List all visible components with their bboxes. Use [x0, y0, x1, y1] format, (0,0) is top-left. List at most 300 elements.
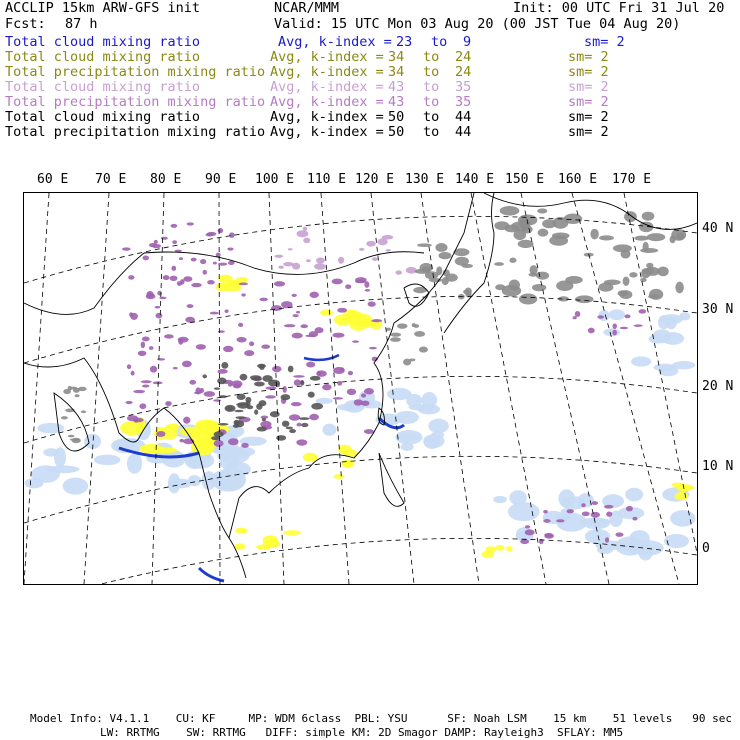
cloud-lightblue: [219, 453, 239, 469]
cloud-lightpurple: [395, 270, 402, 274]
cloud-lightpurple: [386, 249, 391, 252]
cloud-gray: [565, 276, 582, 284]
precip-purple: [294, 379, 301, 385]
precip-purple: [183, 276, 192, 282]
cloud-darkgray: [254, 409, 258, 414]
cloud-lightblue: [509, 490, 526, 505]
precip-purple: [333, 367, 345, 374]
precip-purple: [625, 314, 631, 318]
cloud-gray: [590, 229, 598, 240]
precip-purple: [556, 519, 564, 522]
precip-purple: [239, 282, 248, 285]
cloud-darkgray: [240, 374, 248, 381]
cloud-darkgray: [214, 431, 224, 437]
meridian-line: [421, 193, 479, 584]
precip-purple: [272, 366, 281, 372]
cloud-lightblue: [63, 478, 89, 495]
cloud-darkgray: [246, 405, 253, 409]
lon-label: 100 E: [255, 172, 295, 187]
cloud-lightpurple: [274, 255, 283, 258]
cloud-yellow: [235, 528, 247, 534]
cloud-yellow: [334, 474, 344, 479]
cloud-darkgray: [301, 423, 308, 427]
lon-label: 140 E: [455, 172, 495, 187]
precip-purple: [322, 384, 331, 390]
cloud-gray: [61, 416, 68, 419]
cloud-gray: [658, 266, 669, 276]
cloud-gray: [390, 337, 401, 342]
precip-purple: [332, 333, 344, 338]
lat-label: 20 N: [702, 379, 734, 394]
precip-purple: [612, 330, 617, 336]
cloud-darkgray: [251, 378, 261, 381]
cloud-lightblue: [609, 309, 626, 320]
lon-label: 150 E: [505, 172, 545, 187]
precip-purple: [231, 380, 242, 387]
cloud-gray: [78, 387, 87, 391]
precip-purple: [223, 346, 233, 352]
precip-purple: [130, 313, 138, 320]
legend-k1: 50: [388, 109, 405, 125]
cloud-darkgray: [310, 376, 321, 381]
cloud-lightpurple: [366, 241, 376, 247]
cloud-yellow: [263, 540, 280, 548]
precip-purple: [199, 388, 204, 393]
legend-avg: Avg, k-index =: [270, 109, 384, 125]
precip-purple: [236, 337, 246, 343]
cloud-gray: [642, 212, 655, 221]
cloud-lightblue: [631, 356, 651, 366]
legend-avg: Avg, k-index =: [270, 64, 384, 80]
precip-purple: [244, 350, 254, 356]
precip-purple: [138, 351, 147, 356]
precip-purple: [229, 232, 235, 238]
cloud-darkgray: [276, 435, 286, 441]
precip-purple: [218, 330, 225, 332]
legend-to: to: [423, 49, 440, 65]
cloud-lightblue: [597, 545, 613, 554]
cloud-yellow: [163, 424, 178, 440]
cloud-lightpurple: [306, 259, 311, 262]
precip-purple: [146, 291, 153, 298]
precip-purple: [155, 306, 161, 309]
lat-label: 30 N: [702, 302, 734, 317]
cloud-darkgray: [234, 410, 243, 413]
cloud-darkgray: [286, 427, 293, 430]
cloud-lightblue: [625, 488, 643, 502]
cloud-lightblue: [210, 469, 246, 490]
cloud-lightblue: [658, 365, 678, 376]
cloud-lightblue: [493, 496, 507, 503]
precip-purple: [218, 228, 223, 233]
precip-purple: [271, 305, 282, 311]
precip-purple: [213, 399, 221, 401]
lat-label: 0: [702, 541, 710, 556]
precip-purple: [159, 297, 166, 300]
precip-purple: [150, 366, 157, 373]
legend-avg: Avg, k-index =: [270, 79, 384, 95]
precip-purple: [141, 341, 145, 348]
cloud-gray: [634, 236, 648, 241]
cloud-gray: [675, 282, 683, 294]
cloud-lightpurple: [359, 248, 365, 251]
cloud-gray: [536, 272, 549, 280]
precip-purple: [368, 301, 376, 306]
precip-purple: [620, 327, 628, 329]
precip-purple: [333, 397, 343, 399]
cloud-yellow: [283, 530, 301, 535]
cloud-yellow: [120, 421, 144, 435]
cloud-lightblue: [679, 312, 690, 320]
cloud-lightpurple: [297, 230, 309, 237]
cloud-darkgray: [257, 427, 267, 432]
lon-label: 120 E: [355, 172, 395, 187]
cloud-lightpurple: [303, 238, 310, 244]
precip-purple: [337, 308, 347, 313]
precip-purple: [149, 243, 156, 247]
cloud-gray: [68, 435, 75, 438]
precip-purple: [293, 375, 305, 378]
precip-purple: [520, 539, 529, 544]
legend-avg: Avg, k-index =: [270, 124, 384, 140]
precip-purple: [157, 358, 165, 360]
cloud-gray: [509, 280, 520, 291]
cloud-gray: [604, 280, 621, 285]
coastline-philippines: [379, 453, 404, 506]
cloud-lightblue: [558, 489, 575, 507]
precip-purple: [261, 345, 270, 349]
legend-k2: 35: [455, 79, 472, 95]
precip-purple: [156, 431, 165, 437]
precip-purple: [306, 362, 315, 368]
legend-sm: sm= 2: [568, 49, 609, 65]
precip-purple: [183, 417, 190, 424]
cloud-gray: [409, 359, 415, 362]
cloud-gray: [435, 243, 447, 252]
legend-k1: 23: [396, 34, 413, 50]
cloud-lightblue: [603, 328, 620, 336]
lon-label: 160 E: [558, 172, 598, 187]
precip-purple: [213, 262, 217, 265]
precip-purple: [122, 247, 131, 250]
cloud-blue: [304, 355, 339, 360]
precip-purple: [203, 270, 207, 275]
fcst-value: 87 h: [65, 16, 98, 32]
cloud-darkgray: [214, 387, 220, 389]
precip-purple: [355, 280, 366, 284]
precip-purple: [182, 361, 192, 368]
legend-field: Total cloud mixing ratio: [5, 79, 201, 95]
precip-purple: [210, 312, 219, 315]
precip-purple: [525, 525, 530, 528]
cloud-gray: [463, 290, 470, 294]
precip-purple: [292, 333, 303, 339]
precip-purple: [291, 402, 302, 406]
legend-avg: Avg, k-index =: [278, 34, 392, 50]
cloud-gray: [390, 333, 401, 337]
legend-k2: 24: [455, 49, 472, 65]
precip-purple: [163, 275, 170, 280]
precip-purple: [638, 309, 646, 313]
lon-label: 70 E: [95, 172, 127, 187]
cloud-yellow: [338, 445, 352, 455]
cloud-lightblue: [54, 447, 66, 467]
precip-purple: [634, 324, 643, 326]
precip-purple: [207, 232, 216, 236]
precip-purple: [179, 257, 183, 260]
legend-sm: sm= 2: [568, 124, 609, 140]
cloud-yellow: [320, 310, 333, 316]
valid-time: Valid: 15 UTC Mon 03 Aug 20 (00 JST Tue 04 Aug 20): [274, 16, 681, 32]
cloud-gray: [643, 242, 649, 252]
cloud-lightblue: [37, 423, 64, 434]
cloud-darkgray: [300, 380, 304, 385]
precip-purple: [155, 313, 162, 319]
precip-purple: [187, 222, 194, 225]
legend-field: Total precipitation mixing ratio: [5, 64, 266, 80]
cloud-lightblue: [94, 455, 121, 466]
cloud-gray: [670, 236, 676, 244]
cloud-lightblue: [322, 424, 336, 436]
precip-purple: [228, 438, 239, 445]
cloud-darkgray: [225, 405, 236, 412]
meridian-line: [24, 193, 49, 584]
cloud-darkgray: [235, 416, 245, 419]
precip-purple: [191, 283, 202, 287]
cloud-gray: [494, 221, 509, 230]
cloud-yellow: [495, 545, 505, 551]
precip-purple: [296, 311, 300, 314]
cloud-lightblue: [46, 465, 79, 473]
map-panel: [23, 192, 698, 585]
precip-purple: [189, 380, 196, 385]
cloud-gray: [537, 208, 547, 213]
precip-purple: [187, 304, 194, 308]
precip-purple: [592, 501, 598, 505]
legend-k1: 34: [388, 64, 405, 80]
cloud-darkgray: [202, 374, 207, 378]
precip-purple: [543, 519, 550, 523]
cloud-gray: [623, 276, 630, 285]
precip-purple: [605, 537, 609, 542]
precip-purple: [207, 280, 215, 285]
precip-purple: [632, 517, 637, 521]
cloud-gray: [509, 258, 516, 263]
cloud-yellow: [216, 283, 230, 292]
precip-purple: [172, 240, 177, 244]
precip-purple: [238, 323, 243, 327]
cloud-gray: [462, 264, 474, 268]
cloud-lightblue: [508, 502, 540, 521]
precip-purple: [165, 401, 172, 406]
precip-purple: [543, 510, 548, 514]
precip-purple: [125, 401, 132, 404]
legend-to: to: [423, 109, 440, 125]
meridian-line: [471, 193, 546, 584]
cloud-darkgray: [217, 377, 226, 384]
precip-purple: [369, 347, 377, 350]
cloud-darkgray: [308, 392, 315, 398]
cloud-darkgray: [262, 418, 266, 421]
legend-field: Total precipitation mixing ratio: [5, 124, 266, 140]
cloud-gray: [70, 438, 80, 441]
precip-purple: [170, 224, 177, 228]
map-canvas: [24, 193, 697, 584]
legend-to: to: [423, 64, 440, 80]
cloud-gray: [613, 244, 632, 252]
precip-purple: [371, 319, 382, 322]
cloud-darkgray: [288, 366, 294, 373]
precip-purple: [606, 511, 612, 516]
precip-purple: [128, 275, 134, 280]
legend-to: to: [423, 79, 440, 95]
precip-purple: [544, 533, 553, 537]
lon-label: 80 E: [150, 172, 182, 187]
precip-purple: [179, 439, 184, 443]
precip-purple: [364, 281, 369, 288]
cloud-gray: [646, 263, 653, 268]
precip-purple: [345, 284, 351, 289]
legend-sm: sm= 2: [568, 79, 609, 95]
cloud-gray: [386, 328, 391, 331]
cloud-gray: [514, 229, 527, 240]
model-title: ACCLIP 15km ARW-GFS init: [5, 0, 201, 16]
coastline-mainland: [24, 193, 474, 538]
cloud-yellow: [506, 546, 513, 551]
cloud-darkgray: [289, 429, 296, 433]
precip-purple: [332, 279, 343, 285]
cloud-lightpurple: [314, 263, 326, 269]
cloud-yellow: [485, 546, 496, 552]
legend-field: Total cloud mixing ratio: [5, 109, 201, 125]
cloud-gray: [425, 271, 438, 279]
cloud-lightblue: [401, 443, 414, 451]
cloud-gray: [500, 206, 520, 216]
precip-purple: [204, 391, 216, 397]
precip-purple: [180, 279, 184, 284]
cloud-lightpurple: [303, 227, 308, 231]
legend-avg: Avg, k-index =: [270, 49, 384, 65]
precip-purple: [581, 503, 585, 507]
cloud-lightblue: [648, 334, 666, 343]
cloud-gray: [442, 277, 449, 285]
precip-purple: [567, 509, 574, 513]
cloud-yellow: [334, 314, 352, 325]
cloud-gray: [629, 272, 637, 277]
cloud-gray: [397, 323, 407, 329]
cloud-darkgray: [268, 380, 280, 387]
cloud-lightpurple: [278, 266, 284, 269]
cloud-gray: [68, 386, 73, 391]
precip-purple: [365, 289, 370, 292]
cloud-gray: [599, 235, 614, 240]
cloud-gray: [624, 211, 637, 222]
precip-purple: [227, 247, 233, 250]
cloud-darkgray: [270, 411, 280, 417]
cloud-lightpurple: [338, 257, 344, 264]
precip-purple: [131, 371, 135, 376]
cloud-yellow: [342, 459, 355, 467]
lon-label: 110 E: [307, 172, 347, 187]
cloud-gray: [532, 284, 546, 291]
precip-purple: [191, 258, 197, 262]
cloud-gray: [649, 289, 663, 300]
precip-purple: [142, 336, 150, 341]
precip-purple: [196, 344, 206, 350]
precip-purple: [615, 532, 623, 537]
precip-purple: [265, 395, 276, 398]
coastline-arabia: [54, 393, 89, 451]
legend-sm: sm= 2: [568, 64, 609, 80]
precip-purple: [249, 341, 254, 346]
precip-purple: [289, 414, 300, 421]
legend-k2: 9: [463, 34, 472, 50]
cloud-gray: [414, 331, 425, 337]
legend-k1: 43: [388, 94, 405, 110]
legend-to: to: [423, 124, 440, 140]
cloud-yellow: [218, 275, 233, 283]
lat-label: 40 N: [702, 221, 734, 236]
precip-purple: [604, 505, 613, 509]
precip-purple: [588, 328, 595, 334]
cloud-lightblue: [428, 419, 449, 433]
cloud-gray: [549, 235, 568, 245]
meridian-line: [152, 193, 164, 584]
precip-purple: [354, 399, 363, 405]
cloud-darkgray: [259, 364, 265, 370]
precip-purple: [241, 443, 249, 448]
cloud-gray: [422, 267, 432, 271]
legend-k1: 43: [388, 79, 405, 95]
precip-purple: [284, 324, 296, 327]
cloud-darkgray: [234, 420, 240, 426]
cloud-gray: [417, 243, 432, 247]
lon-label: 90 E: [205, 172, 237, 187]
cloud-gray: [75, 394, 80, 397]
fcst-label: Fcst:: [5, 16, 46, 32]
cloud-gray: [538, 229, 549, 237]
precip-purple: [171, 266, 176, 271]
precip-purple: [352, 340, 359, 343]
cloud-lightpurple: [292, 263, 300, 270]
cloud-lightblue: [408, 404, 434, 411]
cloud-lightblue: [395, 411, 419, 424]
precip-purple: [127, 364, 131, 369]
precip-purple: [597, 315, 604, 318]
precip-purple: [293, 314, 299, 317]
precip-purple: [161, 237, 168, 240]
legend-field: Total precipitation mixing ratio: [5, 94, 266, 110]
precip-purple: [361, 393, 366, 397]
legend-to: to: [431, 34, 448, 50]
cloud-lightblue: [670, 510, 695, 526]
cloud-gray: [438, 252, 451, 259]
cloud-yellow: [303, 453, 318, 462]
precip-purple: [300, 324, 307, 328]
lat-label: 10 N: [702, 459, 734, 474]
cloud-darkgray: [282, 421, 290, 427]
precip-purple: [139, 403, 146, 409]
cloud-gray: [647, 233, 666, 241]
legend-sm: sm= 2: [584, 34, 625, 50]
init-time: Init: 00 UTC Fri 31 Jul 20: [513, 0, 725, 16]
legend-k1: 50: [388, 124, 405, 140]
precip-purple: [292, 294, 297, 297]
precip-purple: [241, 293, 245, 296]
model-info-line1: Model Info: V4.1.1 CU: KF MP: WDM 6class PBL: YSU SF: Noah LSM 15 km 51 levels 90 sec: [30, 712, 732, 725]
cloud-darkgray: [281, 394, 291, 400]
precip-purple: [178, 337, 189, 343]
